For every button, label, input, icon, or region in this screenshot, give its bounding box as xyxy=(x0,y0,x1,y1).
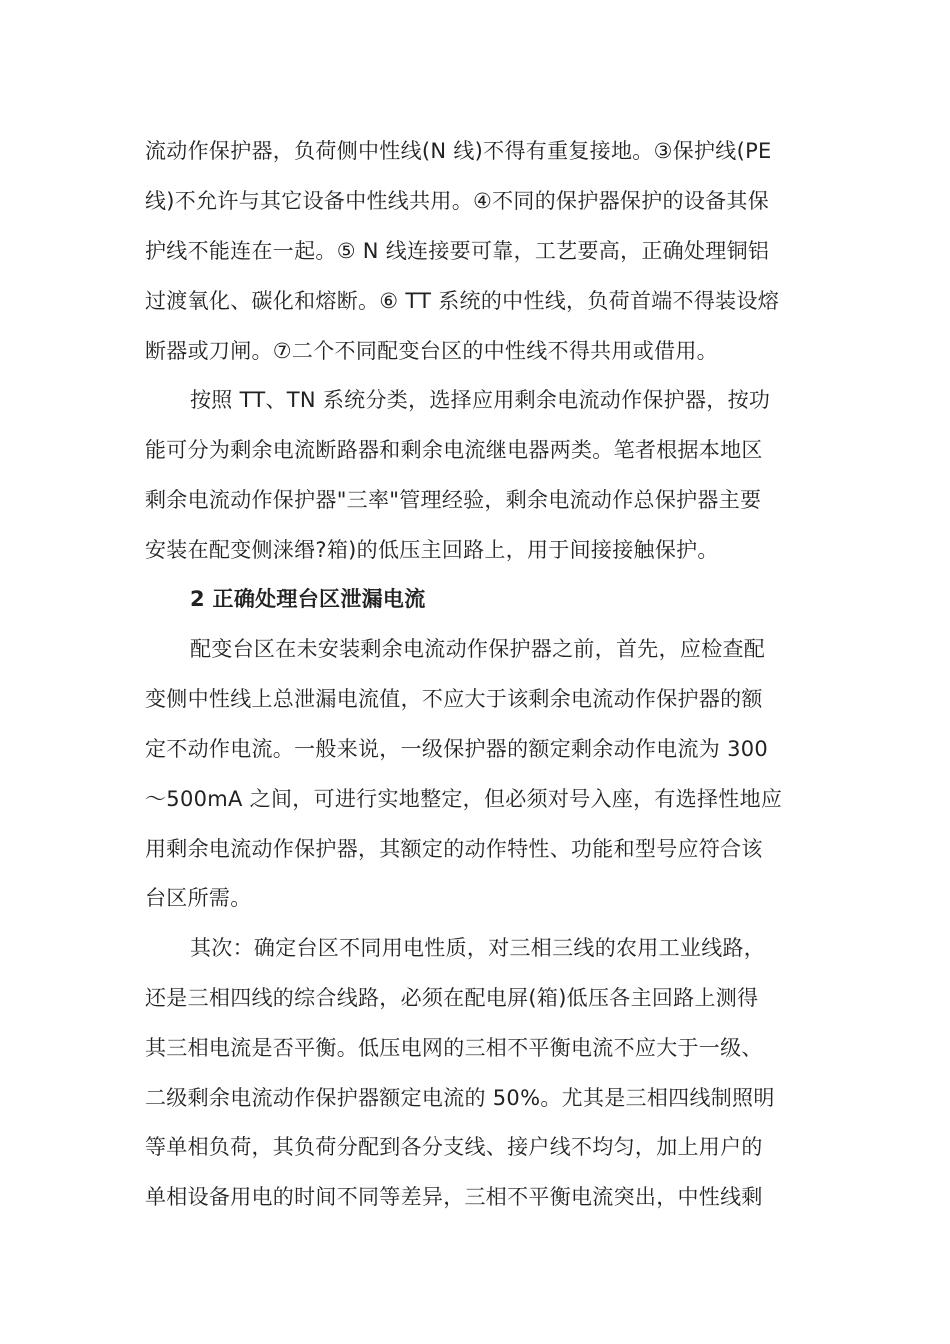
paragraph-line: ～500mA 之间，可进行实地整定，但必须对号入座，有选择性地应 xyxy=(145,787,783,811)
paragraph-line: 配变台区在未安装剩余电流动作保护器之前，首先，应检查配 xyxy=(190,637,766,661)
paragraph-line: 单相设备用电的时间不同等差异，三相不平衡电流突出，中性线剩 xyxy=(145,1185,763,1209)
paragraph-line: 等单相负荷，其负荷分配到各分支线、接户线不均匀，加上用户的 xyxy=(145,1135,763,1159)
paragraph-line: 断器或刀闸。⑦二个不同配变台区的中性线不得共用或借用。 xyxy=(145,339,718,363)
paragraph-line: 按照 TT、TN 系统分类，选择应用剩余电流动作保护器，按功 xyxy=(190,388,771,412)
paragraph-line: 剩余电流动作保护器"三率"管理经验，剩余电流动作总保护器主要 xyxy=(145,488,762,512)
paragraph-line: 线)不允许与其它设备中性线共用。④不同的保护器保护的设备其保 xyxy=(145,189,770,213)
section-heading: 2 正确处理台区泄漏电流 xyxy=(190,587,426,611)
paragraph-line: 还是三相四线的综合线路，必须在配电屏(箱)低压各主回路上测得 xyxy=(145,986,759,1010)
paragraph-line: 其三相电流是否平衡。低压电网的三相不平衡电流不应大于一级、 xyxy=(145,1036,763,1060)
paragraph-line: 能可分为剩余电流断路器和剩余电流继电器两类。笔者根据本地区 xyxy=(145,438,763,462)
paragraph-line: 流动作保护器，负荷侧中性线(N 线)不得有重复接地。③保护线(PE xyxy=(145,139,772,163)
paragraph-line: 变侧中性线上总泄漏电流值，不应大于该剩余电流动作保护器的额 xyxy=(145,687,763,711)
paragraph-line: 定不动作电流。一般来说，一级保护器的额定剩余动作电流为 300 xyxy=(145,737,769,761)
paragraph-line: 用剩余电流动作保护器，其额定的动作特性、功能和型号应符合该 xyxy=(145,837,763,861)
paragraph-line: 过渡氧化、碳化和熔断。⑥ TT 系统的中性线，负荷首端不得装设熔 xyxy=(145,289,780,313)
paragraph-line: 台区所需。 xyxy=(145,886,252,910)
paragraph-line: 护线不能连在一起。⑤ N 线连接要可靠，工艺要高，正确处理铜铝 xyxy=(145,239,770,263)
paragraph-line: 二级剩余电流动作保护器额定电流的 50%。尤其是三相四线制照明 xyxy=(145,1086,775,1110)
paragraph-line: 其次：确定台区不同用电性质，对三相三线的农用工业线路， xyxy=(190,936,766,960)
paragraph-line: 安装在配变侧涞缗?箱)的低压主回路上，用于间接接触保护。 xyxy=(145,538,719,562)
